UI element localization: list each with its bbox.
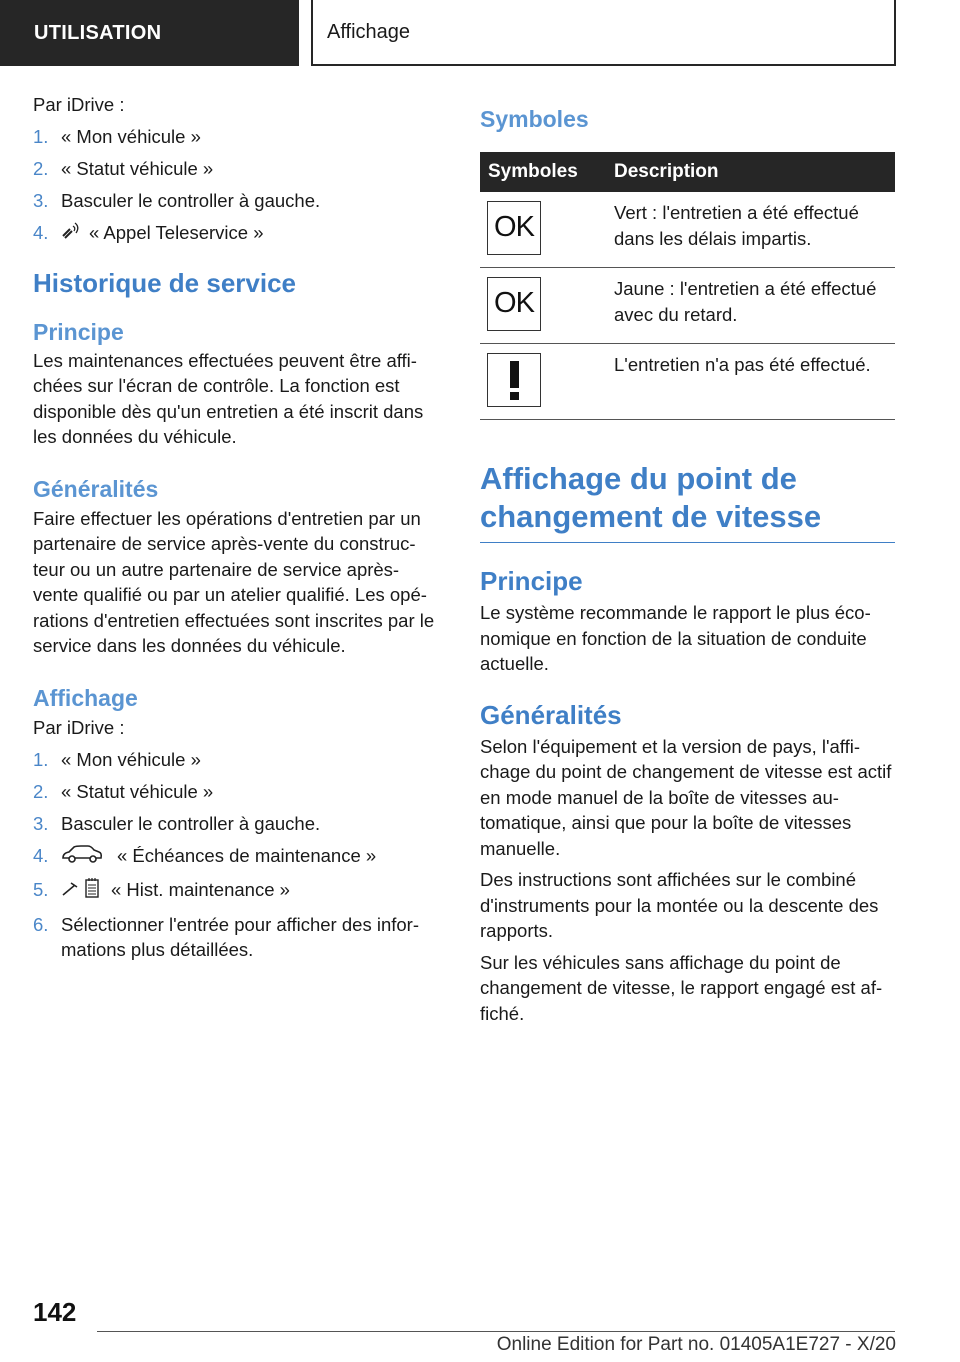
table-header-row bbox=[480, 152, 895, 192]
steps-list-1 bbox=[33, 124, 437, 247]
history-heading: Historique de service bbox=[33, 267, 296, 298]
symbol-description: Jaune : l'entretien a été effectué avec du retard. bbox=[610, 268, 895, 344]
symbols-table bbox=[480, 152, 895, 420]
generalites-heading: Généralités bbox=[33, 475, 159, 502]
service-history-icon bbox=[61, 877, 101, 906]
left-column bbox=[33, 92, 437, 963]
list-item bbox=[33, 811, 437, 837]
ok-symbol: OK bbox=[494, 287, 534, 320]
step-text: « Mon véhicule » bbox=[61, 748, 201, 770]
step-text: « Statut véhicule » bbox=[61, 780, 214, 802]
step-text: « Statut véhicule » bbox=[61, 158, 214, 179]
intro-text: Par iDrive : bbox=[33, 94, 125, 115]
symbol-description: L'entretien n'a pas été effectué. bbox=[610, 344, 895, 420]
intro-text: Par iDrive : bbox=[33, 716, 125, 738]
gear-shift-heading: Affichage du point de changement de vitesse bbox=[480, 460, 895, 543]
table-row bbox=[480, 268, 895, 344]
steps-list-2 bbox=[33, 747, 437, 963]
list-item bbox=[33, 877, 437, 906]
principe-text: Le système recommande le rapport le plus économique en fonction de la situation de conduite actuelle. bbox=[480, 602, 871, 674]
step-number: 3. bbox=[33, 190, 49, 211]
step-number: 3. bbox=[33, 812, 49, 834]
symbols-heading: Symboles bbox=[480, 106, 589, 132]
car-icon bbox=[61, 844, 103, 871]
principe-heading: Principe bbox=[480, 566, 583, 596]
step-number: 6. bbox=[33, 913, 49, 935]
edition-text: Online Edition for Part no. 01405A1E727 - X/20 bbox=[496, 1334, 896, 1355]
step-text: « Appel Teleservice » bbox=[89, 222, 264, 243]
step-number: 5. bbox=[33, 878, 49, 900]
step-number: 4. bbox=[33, 222, 49, 243]
list-item bbox=[33, 188, 437, 214]
step-text: « Hist. maintenance » bbox=[111, 878, 290, 900]
step-text: « Mon véhicule » bbox=[61, 126, 201, 147]
exclamation-icon bbox=[487, 353, 541, 407]
step-number: 1. bbox=[33, 748, 49, 770]
list-item bbox=[33, 843, 437, 870]
column-header-description: Description bbox=[610, 152, 895, 192]
step-number: 1. bbox=[33, 126, 49, 147]
list-item bbox=[33, 156, 437, 182]
step-number: 2. bbox=[33, 158, 49, 179]
right-column bbox=[480, 92, 895, 1026]
section-tab: UTILISATION bbox=[0, 0, 299, 66]
step-text: Sélectionner l'entrée pour afficher des informations plus détaillées. bbox=[61, 913, 419, 961]
list-item bbox=[33, 747, 437, 773]
ok-green-icon bbox=[487, 201, 541, 255]
table-row bbox=[480, 192, 895, 268]
list-item bbox=[33, 779, 437, 805]
ok-symbol: OK bbox=[494, 211, 534, 244]
principe-text: Les maintenances effectuées peuvent être affichées sur l'écran de contrôle. La fonction est disponible dès qu'un entretien a été inscrit dans les données du véhicule. bbox=[33, 349, 424, 448]
exclamation-glyph bbox=[510, 361, 519, 399]
affichage-heading: Affichage bbox=[33, 684, 138, 711]
list-item bbox=[33, 912, 437, 963]
step-text: « Échéances de maintenance » bbox=[117, 844, 377, 866]
generalites-text: Des instructions sont affichées sur le combiné d'instruments pour la montée ou la descente des rapports. bbox=[480, 869, 879, 941]
chapter-tab: Affichage bbox=[311, 0, 896, 66]
generalites-text: Selon l'équipement et la version de pays, l'affichage du point de changement de vitesse est actif en mode manuel de la boîte de vitesses automatique, ainsi que pour la boîte de vitesses manuelle. bbox=[480, 735, 892, 859]
generalites-text: Faire effectuer les opérations d'entretien par un partenaire de service après-vente du constructeur ou un autre partenaire de service après-vente qualifié ou par un atelier qualifié. Les opérations d'entretien effectuées sont inscrites par le service dans les données du véhicule. bbox=[33, 507, 435, 657]
step-text: Basculer le controller à gauche. bbox=[61, 190, 321, 211]
page-number: 142 bbox=[33, 1297, 77, 1327]
footer-divider bbox=[97, 1331, 895, 1332]
generalites-heading: Généralités bbox=[480, 699, 622, 730]
ok-yellow-icon bbox=[487, 277, 541, 331]
principe-heading: Principe bbox=[33, 318, 124, 345]
step-text: Basculer le controller à gauche. bbox=[61, 812, 321, 834]
list-item bbox=[33, 124, 437, 150]
step-number: 4. bbox=[33, 844, 49, 866]
page-header bbox=[0, 0, 960, 66]
generalites-text: Sur les véhicules sans affichage du point de changement de vitesse, le rapport engagé est affiché. bbox=[480, 951, 883, 1024]
symbol-description: Vert : l'entretien a été effectué dans les délais impartis. bbox=[610, 192, 895, 268]
list-item bbox=[33, 220, 437, 247]
table-row bbox=[480, 344, 895, 420]
teleservice-call-icon bbox=[61, 221, 81, 247]
step-number: 2. bbox=[33, 780, 49, 802]
column-header-symbols: Symboles bbox=[480, 152, 610, 192]
